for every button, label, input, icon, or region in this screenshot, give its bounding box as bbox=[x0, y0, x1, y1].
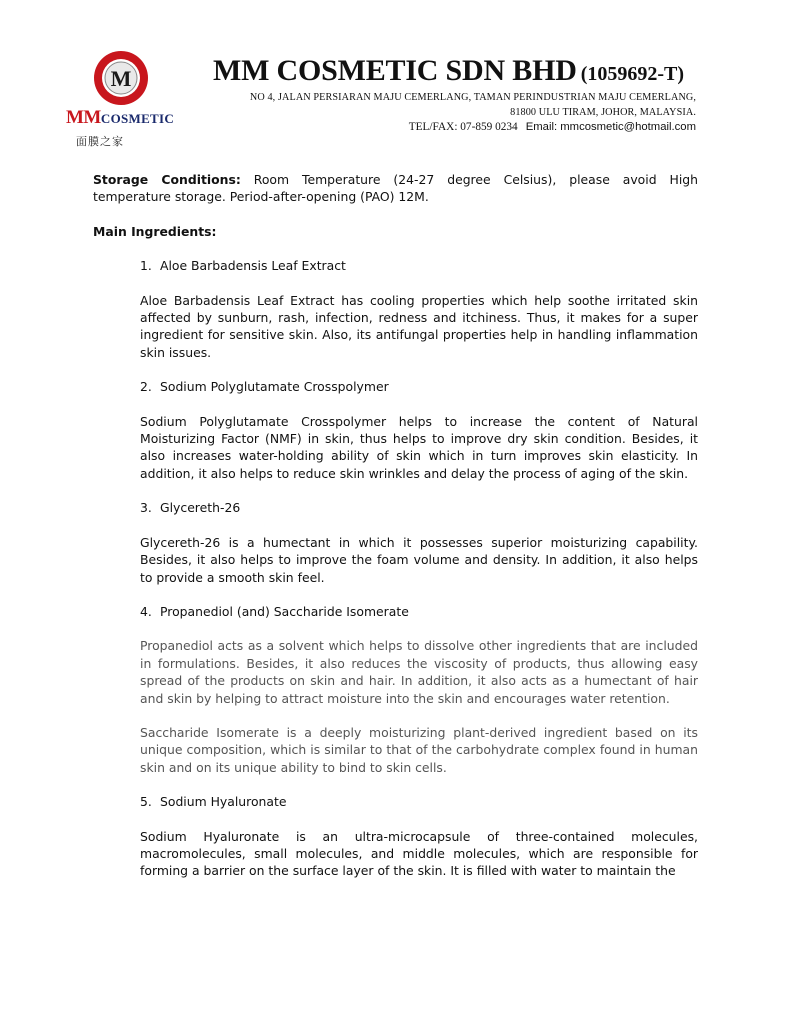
ingredient-name: Propanediol (and) Saccharide Isomerate bbox=[160, 603, 409, 619]
company-logo bbox=[66, 50, 184, 150]
ingredient-description: Sodium Hyaluronate is an ultra-microcapsule of three-contained molecules, macromolecules, small molecules, and middle molecules, which are responsible for forming a barrier on the surface layer of the skin. It is filled with water to maintain the bbox=[140, 828, 698, 879]
ingredient-number: 4. bbox=[140, 603, 152, 619]
logo-wordmark bbox=[66, 107, 184, 129]
storage-text: Room Temperature (24-27 degree Celsius), please avoid High temperature storage. Period-after-opening (PAO) 12M. bbox=[93, 172, 698, 205]
ingredient-description: Saccharide Isomerate is a deeply moisturizing plant-derived ingredient based on its unique composition, which is similar to that of the carbohydrate complex found in human skin and on its unique ability to bind to skin cells. bbox=[140, 724, 698, 775]
address-line-2: 81800 ULU TIRAM, JOHOR, MALAYSIA. bbox=[510, 107, 696, 118]
ingredient-item bbox=[93, 257, 698, 274]
storage-label: Storage Conditions: bbox=[93, 172, 241, 187]
ingredient-description: Aloe Barbadensis Leaf Extract has cooling properties which help soothe irritated skin affected by sunburn, rash, infection, redness and itchiness. Thus, it makes for a super ingredient for sensitive skin. Also, its antifungal properties help in handling inflammation skin issues. bbox=[140, 292, 698, 360]
storage-conditions bbox=[93, 171, 698, 206]
ingredient-number: 1. bbox=[140, 258, 152, 274]
ingredient-description: Glycereth-26 is a humectant in which it possesses superior moisturizing capability. Besides, it also helps to improve the foam volume and density. In addition, it also helps to provide a smooth skin feel. bbox=[140, 534, 698, 585]
logo-wordmark-cosmetic: COSMETIC bbox=[100, 111, 175, 126]
ingredient-number: 3. bbox=[140, 500, 152, 516]
ingredient-number: 2. bbox=[140, 379, 152, 395]
ingredient-item bbox=[93, 499, 698, 516]
contact-line bbox=[409, 121, 696, 133]
ingredient-name: Sodium Polyglutamate Crosspolymer bbox=[160, 379, 389, 395]
ingredient-description: Propanediol acts as a solvent which helps to dissolve other ingredients that are included in formulations. Besides, it also reduces the viscosity of products, thus allowing easy spread of the products on skin and hair. In addition, it also acts as a humectant of hair and skin by helping to attract moisture into the skin and encourages water retention. bbox=[140, 638, 698, 706]
email: Email: mmcosmetic@hotmail.com bbox=[525, 121, 696, 133]
telfax: TEL/FAX: 07-859 0234 bbox=[408, 121, 518, 133]
company-header bbox=[200, 54, 697, 88]
ingredient-name: Glycereth-26 bbox=[160, 500, 241, 516]
logo-emblem-icon bbox=[93, 50, 149, 106]
main-ingredients-heading: Main Ingredients: bbox=[93, 223, 217, 239]
address-line-1: NO 4, JALAN PERSIARAN MAJU CEMERLANG, TAMAN PERINDUSTRIAN MAJU CEMERLANG, bbox=[249, 92, 696, 103]
ingredient-description: Sodium Polyglutamate Crosspolymer helps to increase the content of Natural Moisturizing Factor (NMF) in skin, thus helps to improve dry skin condition. Besides, it also increases water-holding ability of skin which in turn improves skin elasticity. In addition, it also helps to reduce skin wrinkles and delay the process of aging of the skin. bbox=[140, 413, 698, 481]
company-registration: (1059692-T) bbox=[580, 63, 685, 85]
ingredient-number: 5. bbox=[140, 794, 152, 810]
ingredient-item bbox=[93, 793, 698, 810]
logo-letter: M bbox=[110, 66, 132, 91]
document-body bbox=[93, 171, 698, 880]
ingredient-item bbox=[93, 378, 698, 395]
ingredient-item bbox=[93, 603, 698, 620]
logo-chinese-text: 面膜之家 bbox=[76, 135, 124, 148]
company-name: MM COSMETIC SDN BHD bbox=[212, 54, 577, 87]
ingredient-name: Aloe Barbadensis Leaf Extract bbox=[160, 258, 346, 274]
ingredient-name: Sodium Hyaluronate bbox=[160, 794, 287, 810]
logo-wordmark-mm: MM bbox=[66, 107, 101, 128]
